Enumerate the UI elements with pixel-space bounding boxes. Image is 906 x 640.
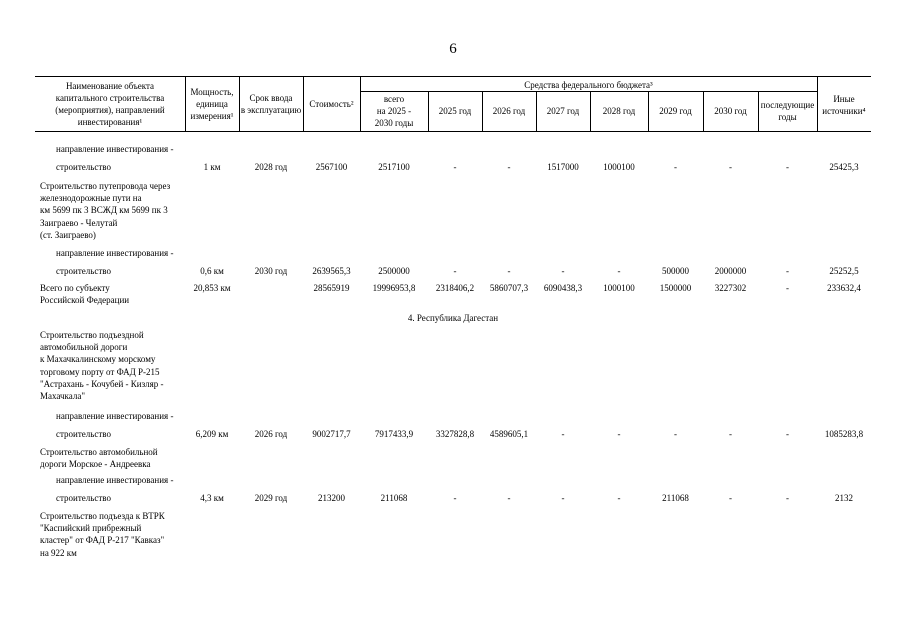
direction-label: направление инвестирования - bbox=[56, 475, 174, 485]
header-capacity: Мощность, единица измерения¹ bbox=[190, 87, 234, 121]
header-term: Срок ввода в эксплуатацию bbox=[240, 93, 302, 115]
header-2025: 2025 год bbox=[438, 106, 472, 116]
object-name: Строительство подъездной автомобильной дороги к Махачкалинскому морскому торговому порту от ФАД Р-215 "Астрахань - Кочубей - Кизляр - Махачкала" bbox=[40, 330, 164, 402]
header-later: последующие годы bbox=[760, 100, 815, 122]
header-2030: 2030 год bbox=[714, 106, 747, 116]
page-number: 6 bbox=[449, 41, 457, 57]
object-name: Строительство подъезда к ВТРК "Каспийский прибрежный кластер" от ФАД Р-217 "Кавказ" на 922 км bbox=[40, 511, 165, 558]
header-total: всего на 2025 - 2030 годы bbox=[374, 94, 414, 128]
direction-label: направление инвестирования - bbox=[56, 144, 174, 154]
section-title: 4. Республика Дагестан bbox=[407, 313, 499, 323]
direction-label: направление инвестирования - bbox=[56, 248, 174, 258]
header-cost: Стоимость² bbox=[309, 99, 354, 109]
header-name: Наименование объекта капитального строительства (мероприятия), направлений инвестирования¹ bbox=[55, 81, 165, 127]
object-name: Строительство путепровода через железнодорожные пути на км 5699 пк 3 ВСЖД км 5699 пк 3 Заиграево - Челутай (ст. Заиграево) bbox=[40, 181, 171, 240]
table-header bbox=[35, 76, 871, 132]
header-other: Иные источники⁴ bbox=[822, 94, 866, 116]
header-2028: 2028 год bbox=[602, 106, 636, 116]
direction-label: направление инвестирования - bbox=[56, 411, 174, 421]
header-federal: Средства федерального бюджета³ bbox=[524, 80, 653, 90]
header-2029: 2029 год bbox=[659, 106, 692, 116]
object-name: Строительство автомобильной дороги Морское - Андреевка bbox=[40, 447, 158, 470]
header-2027: 2027 год bbox=[546, 106, 580, 116]
header-2026: 2026 год bbox=[492, 106, 526, 116]
